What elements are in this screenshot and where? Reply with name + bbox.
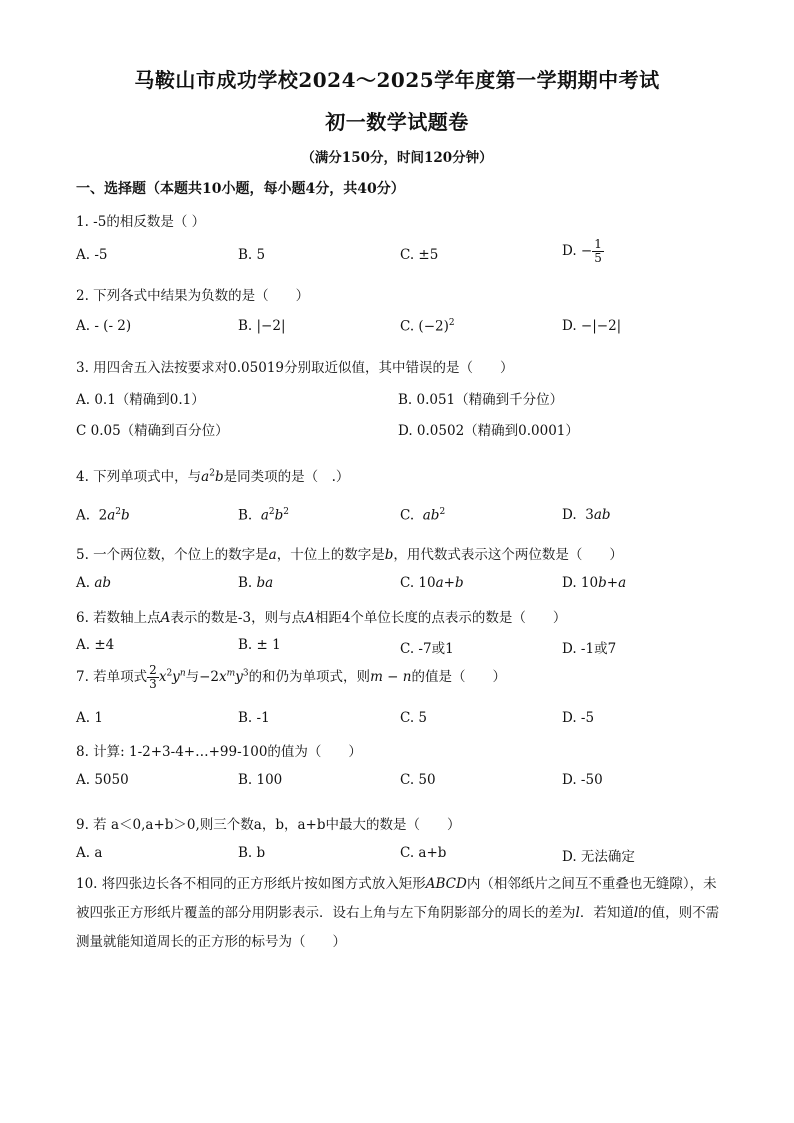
question-5-stem: 5. 一个两位数，个位上的数字是a，十位上的数字是b，用代数式表示这个两位数是（ ） bbox=[76, 547, 623, 563]
exam-subtitle: 初一数学试题卷 bbox=[325, 110, 469, 134]
q4-option-b: B. $a^2b^2$ bbox=[238, 507, 289, 524]
q2-option-a: A. - (- 2) bbox=[76, 318, 132, 334]
q7-option-d: D. -5 bbox=[562, 710, 595, 726]
q2-option-d: D. −|−2| bbox=[562, 318, 622, 334]
q4-option-a: A. $2a^2b$ bbox=[76, 507, 130, 524]
question-8-stem: 8. 计算: 1-2+3-4+…+99-100的值为（ ） bbox=[76, 744, 362, 760]
q5-option-c: C. 10a+b bbox=[400, 575, 464, 591]
question-4-stem: 4. 下列单项式中，与$a^2b$是同类项的是（ .） bbox=[76, 468, 350, 485]
q3-option-a: A. 0.1（精确到0.1） bbox=[76, 392, 205, 408]
q8-option-a: A. 5050 bbox=[76, 772, 129, 788]
q9-option-a: A. a bbox=[76, 845, 103, 861]
question-1-stem: 1. -5的相反数是（ ） bbox=[76, 214, 206, 230]
q1-option-d: D. − $\frac{1}{5}$ bbox=[562, 237, 602, 265]
question-6-stem: 6. 若数轴上点A表示的数是-3，则与点A相距4个单位长度的点表示的数是（ ） bbox=[76, 610, 567, 626]
q7-fraction: $\frac{2}{3}$ bbox=[149, 663, 157, 691]
question-2-stem: 2. 下列各式中结果为负数的是（ ） bbox=[76, 288, 310, 304]
q7-option-b: B. -1 bbox=[238, 710, 270, 726]
q3-option-c: C 0.05（精确到百分位） bbox=[76, 423, 229, 439]
q6-option-d: D. -1或7 bbox=[562, 641, 617, 657]
q5-option-d: D. 10b+a bbox=[562, 575, 627, 591]
question-9-stem: 9. 若 a＜0,a+b＞0,则三个数a，b，a+b中最大的数是（ ） bbox=[76, 817, 461, 833]
section-heading: 一、选择题（本题共10小题，每小题4分，共40分） bbox=[76, 181, 405, 197]
q1-d-fraction: $\frac{1}{5}$ bbox=[594, 237, 602, 265]
q1-option-a: A. -5 bbox=[76, 247, 108, 263]
question-10-stem: 10. 将四张边长各不相同的正方形纸片按如图方式放入矩形ABCD内（相邻纸片之间互不重叠也无缝隙），未被四张正方形纸片覆盖的部分用阴影表示．设右上角与左下角阴影部分的周长的差为l．若知道l的值，则不需测量就能知道周长的正方形的标号为（ ） bbox=[76, 876, 720, 950]
q1-option-c: C. ±5 bbox=[400, 247, 439, 263]
q4-option-c: C. $ab^2$ bbox=[400, 507, 446, 524]
q9-option-b: B. b bbox=[238, 845, 266, 861]
q8-option-c: C. 50 bbox=[400, 772, 436, 788]
question-3-stem: 3. 用四舍五入法按要求对0.05019分别取近似值，其中错误的是（ ） bbox=[76, 360, 514, 376]
q5-option-b: B. ba bbox=[238, 575, 274, 591]
q7-option-c: C. 5 bbox=[400, 710, 428, 726]
q8-option-d: D. -50 bbox=[562, 772, 603, 788]
q9-option-c: C. a+b bbox=[400, 845, 447, 861]
q6-option-a: A. ±4 bbox=[76, 637, 115, 653]
q2-option-b: B. |−2| bbox=[238, 318, 286, 334]
q6-option-b: B. ± 1 bbox=[238, 637, 281, 653]
q3-option-b: B. 0.051（精确到千分位） bbox=[398, 392, 564, 408]
q6-option-c: C. -7或1 bbox=[400, 641, 454, 657]
q2-option-c: C. $(-2)^2$ bbox=[400, 318, 455, 335]
exam-info: （满分150分，时间120分钟） bbox=[301, 150, 493, 166]
exam-title: 马鞍山市成功学校2024～2025学年度第一学期期中考试 bbox=[134, 68, 660, 92]
q3-option-d: D. 0.0502（精确到0.0001） bbox=[398, 423, 579, 439]
q1-option-b: B. 5 bbox=[238, 247, 266, 263]
question-7-stem: 7. 若单项式 $\frac{2}{3}$ $x^2y^n$与$-2x^my^3$的和仍为单项式，则m − n的值是（ ） bbox=[76, 663, 506, 691]
q5-option-a: A. ab bbox=[76, 575, 112, 591]
q7-option-a: A. 1 bbox=[76, 710, 103, 726]
q9-option-d: D. 无法确定 bbox=[562, 849, 635, 865]
q8-option-b: B. 100 bbox=[238, 772, 283, 788]
q4-option-d: D. 3ab bbox=[562, 507, 611, 523]
